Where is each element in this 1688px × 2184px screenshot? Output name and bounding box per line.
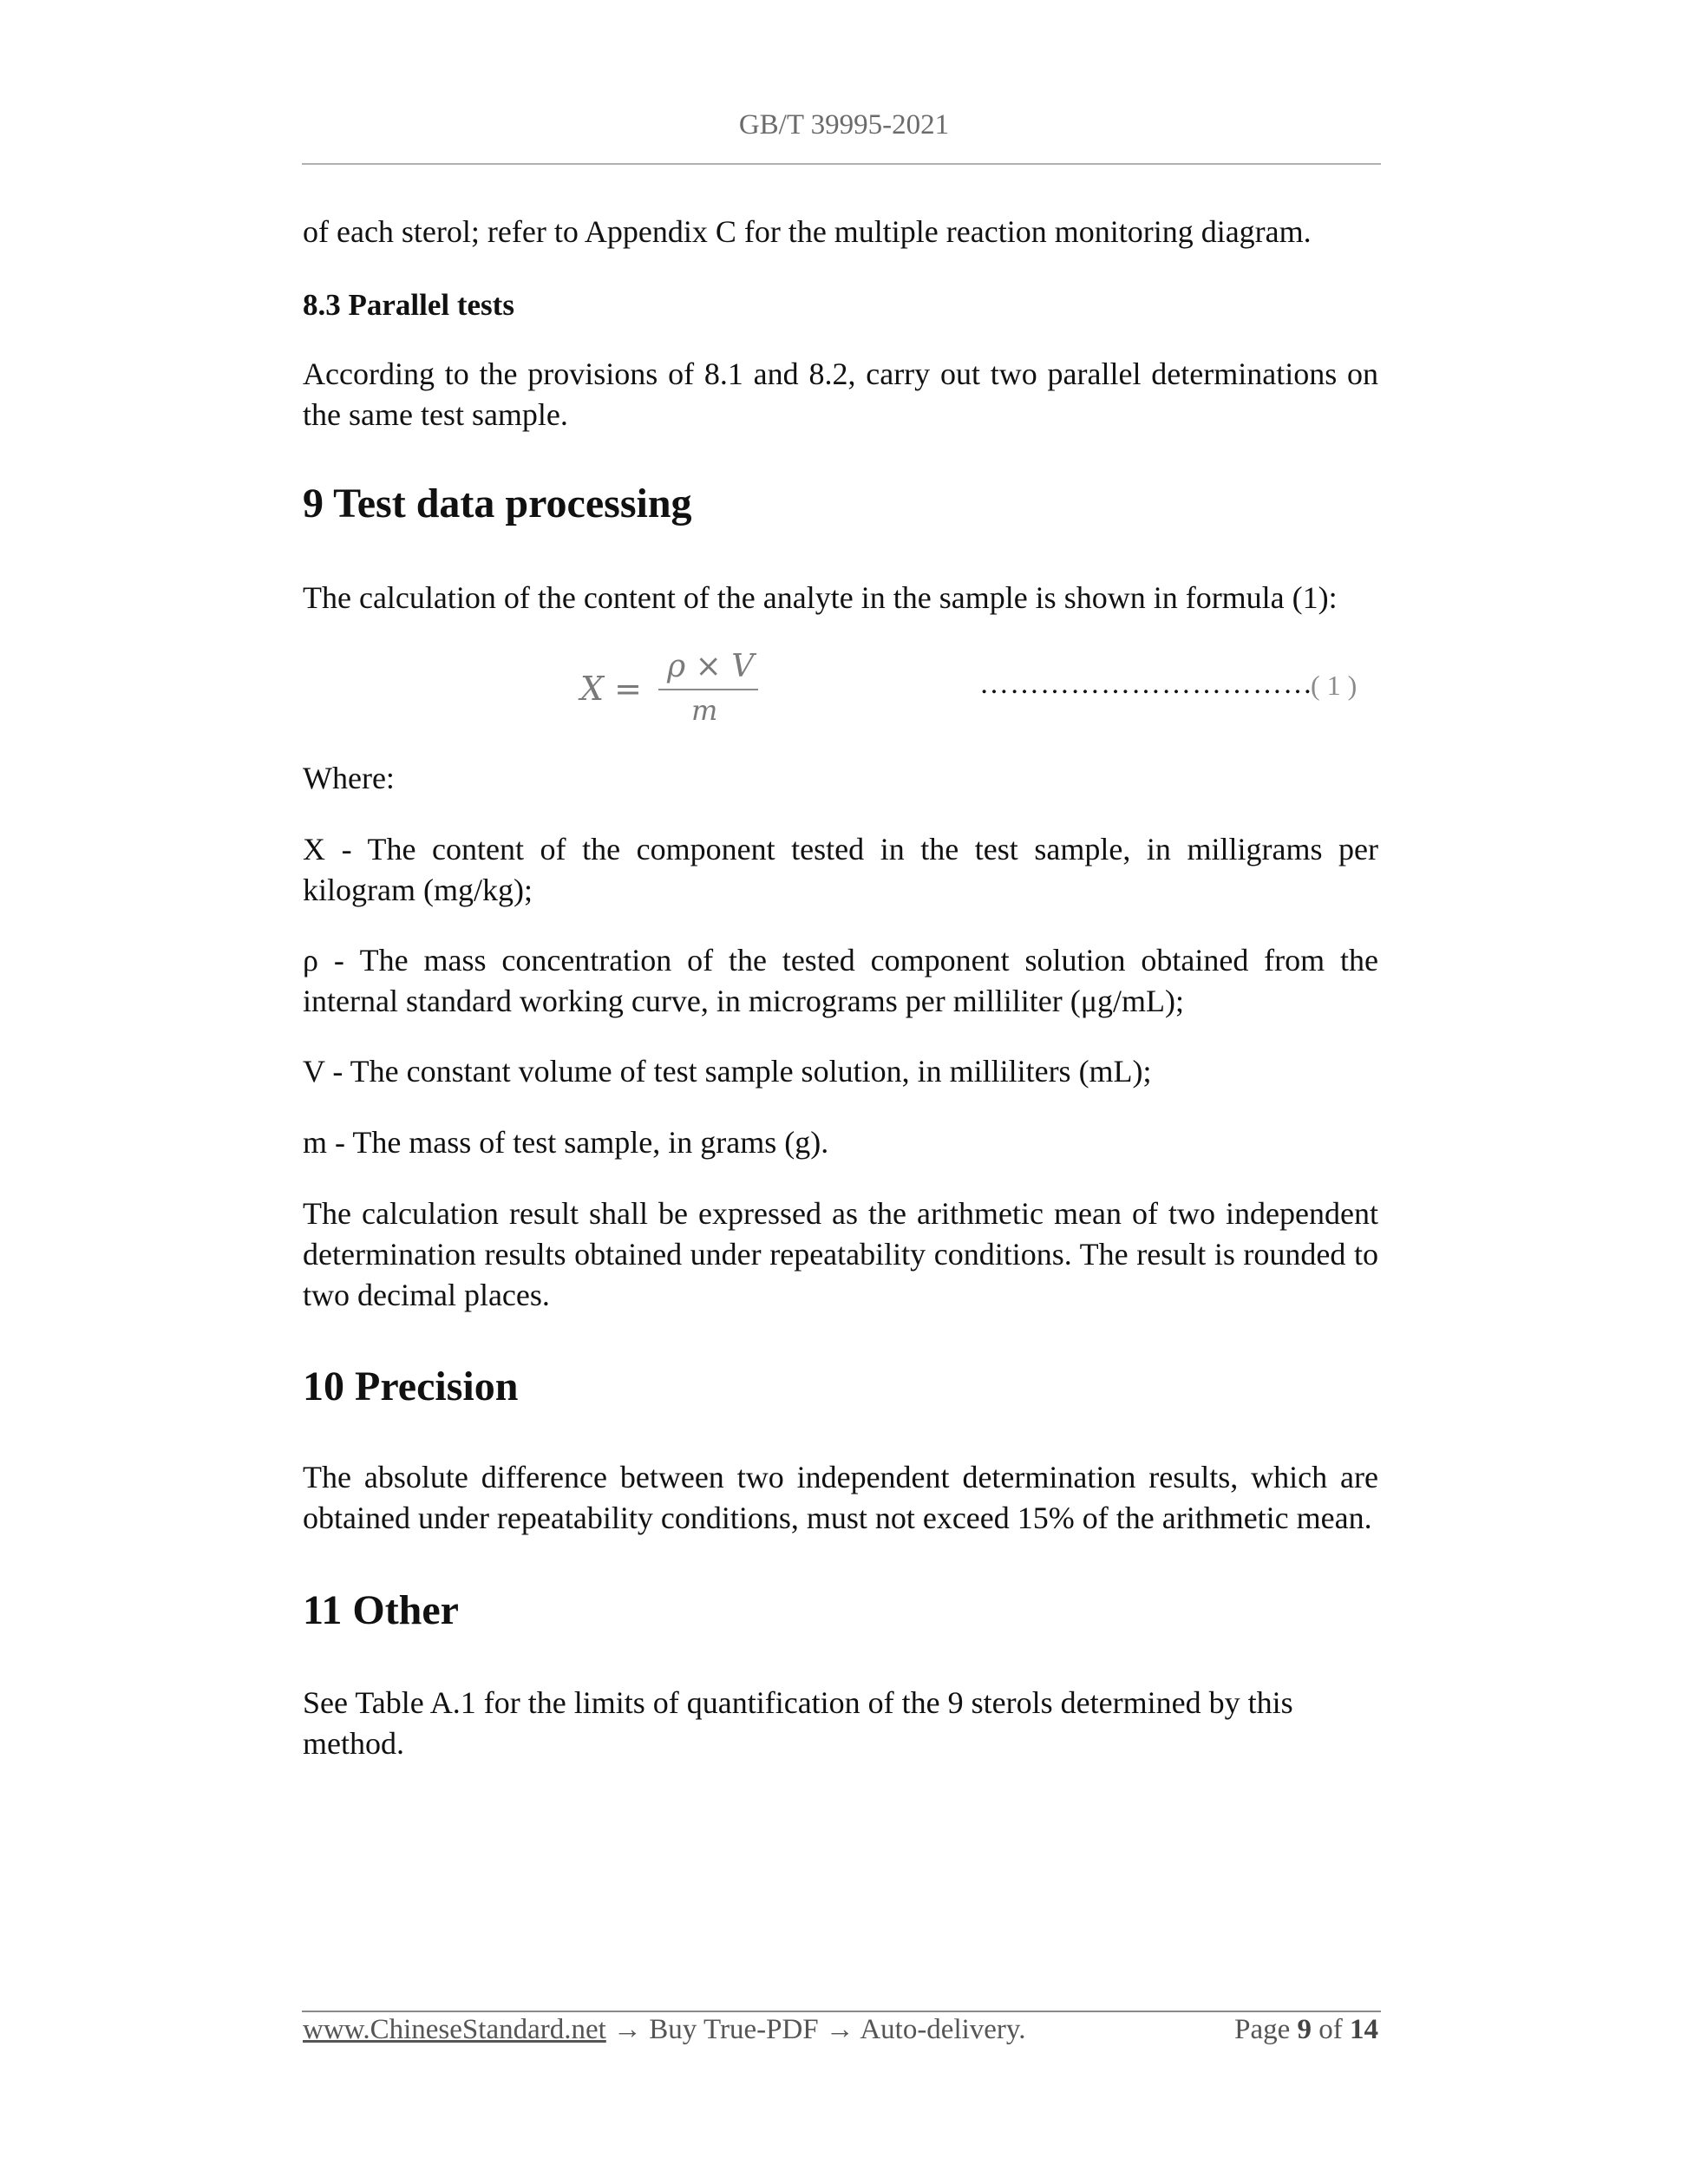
paragraph-other: See Table A.1 for the limits of quantification of the 9 sterols determined by this method.: [303, 1685, 1293, 1761]
paragraph-precision: The absolute difference between two independent determination results, which are obtained under repeatability conditions, must not exceed 15% of the arithmetic mean.: [303, 1460, 1378, 1535]
document-code-header: GB/T 39995-2021: [738, 109, 950, 141]
formula-leader-dots: ……………………………: [979, 668, 1313, 700]
formula-fraction: [580, 649, 780, 736]
formula-lhs: X =: [580, 670, 642, 708]
paragraph-calculation-result: The calculation result shall be expressed as the arithmetic mean of two independent determination results obtained under repeatability conditions. The result is rounded to two decimal places.: [303, 1196, 1378, 1312]
formula-number: ( 1 ): [1311, 670, 1358, 701]
paragraph-formula-intro: The calculation of the content of the analyte in the sample is shown in formula (1):: [303, 580, 1338, 615]
fraction-bar: [658, 689, 758, 690]
paragraph-continuation: of each sterol; refer to Appendix C for the multiple reaction monitoring diagram.: [303, 214, 1312, 249]
arrow-icon: →: [613, 2014, 643, 2045]
page-footer: [303, 2014, 1378, 2066]
page-current: 9: [1297, 2014, 1312, 2045]
subsection-heading-8-3: 8.3 Parallel tests: [303, 288, 514, 322]
paragraph-parallel-tests: According to the provisions of 8.1 and 8.2, carry out two parallel determinations on the same test sample.: [303, 356, 1378, 432]
formula-1: [303, 649, 1378, 736]
section-heading-9: 9 Test data processing: [303, 481, 692, 526]
of-label: of: [1318, 2014, 1343, 2045]
page-total: 14: [1350, 2014, 1378, 2045]
page-indicator: [1234, 2014, 1378, 2046]
definition-m: m - The mass of test sample, in grams (g).: [303, 1125, 829, 1160]
page-label: Page: [1234, 2014, 1291, 2045]
delivery-text: Auto-delivery.: [860, 2014, 1026, 2045]
formula-denominator: m: [691, 694, 718, 727]
buy-text: Buy True-PDF: [649, 2014, 819, 2045]
where-label: Where:: [303, 761, 395, 795]
section-heading-11: 11 Other: [303, 1587, 459, 1633]
footer-rule: [302, 2011, 1381, 2012]
footer-promo: [303, 2014, 1026, 2046]
site-link[interactable]: www.ChineseStandard.net: [303, 2014, 606, 2045]
arrow-icon: →: [825, 2014, 854, 2045]
definition-x: X - The content of the component tested in the test sample, in milligrams per kilogram (mg/kg);: [303, 832, 1378, 907]
header-rule: [302, 163, 1381, 165]
section-heading-10: 10 Precision: [303, 1363, 519, 1409]
definition-v: V - The constant volume of test sample solution, in milliliters (mL);: [303, 1054, 1152, 1089]
definition-rho: ρ - The mass concentration of the tested component solution obtained from the internal standard working curve, in micrograms per milliliter (μg/mL);: [303, 943, 1378, 1018]
formula-numerator: ρ × V: [667, 649, 755, 684]
